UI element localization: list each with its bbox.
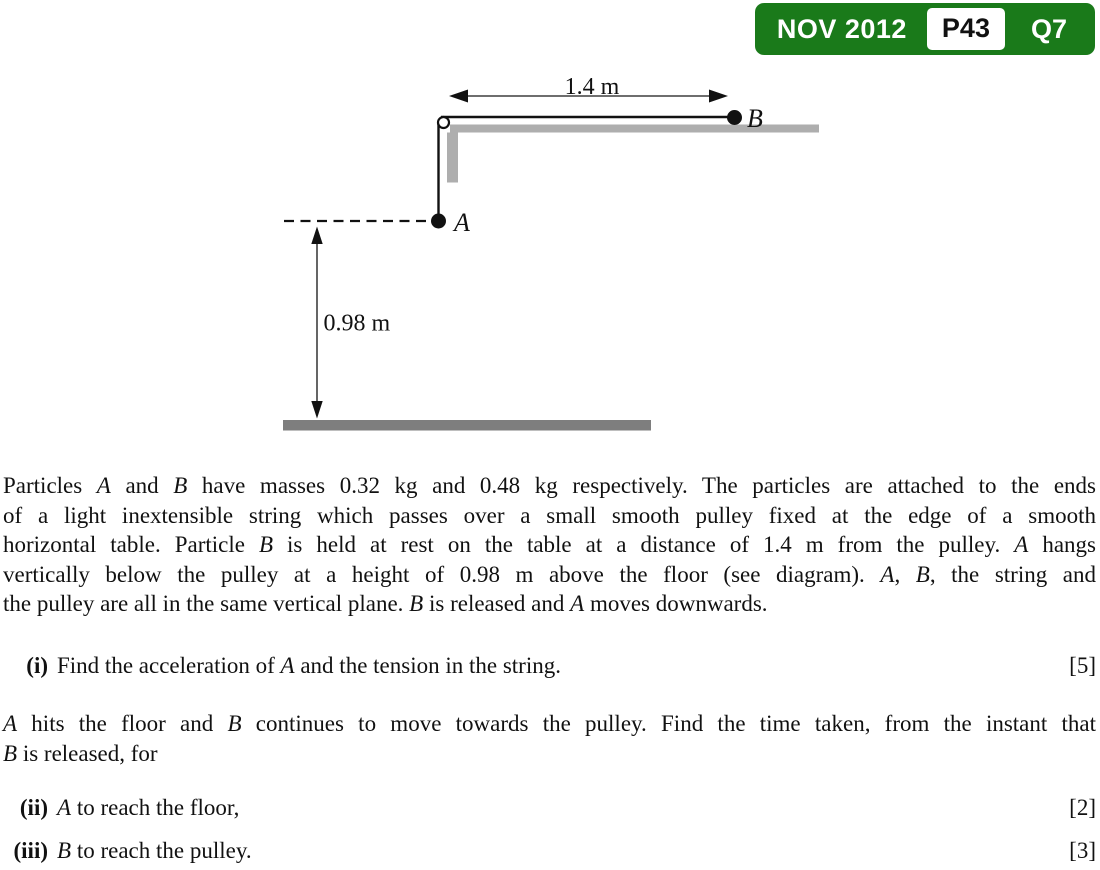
- problem-line-1: Particles A and B have masses 0.32 kg and 0.48 kg respectively. The particles are attached to the ends: [3, 473, 1096, 498]
- part-ii-label: (ii): [19, 795, 48, 820]
- distance-arrowhead-left-icon: [449, 90, 468, 103]
- height-label: 0.98 m: [323, 310, 391, 337]
- part-iii-marks: [3]: [1069, 838, 1096, 863]
- floor-bar: [283, 420, 651, 431]
- question-badge: [755, 3, 1095, 55]
- part-i-label: (i): [26, 653, 48, 678]
- interlude-paragraph: [3, 709, 1096, 768]
- part-iii-text: B to reach the pulley.: [57, 838, 252, 863]
- part-i-row: [0, 651, 1096, 681]
- particle-a-label: A: [454, 208, 470, 237]
- table-edge: [447, 133, 458, 183]
- interlude-line-1: A hits the floor and B continues to move towards the pulley. Find the time taken, from the instant that: [3, 711, 1097, 736]
- particle-a-dot: [431, 214, 446, 229]
- part-ii-text: A to reach the floor,: [57, 795, 240, 820]
- problem-statement: [3, 471, 1096, 619]
- pulley-icon: [438, 117, 449, 128]
- problem-line-2: of a light inextensible string which passes over a small smooth pulley fixed at the edge of a smooth: [3, 502, 1096, 528]
- height-arrowhead-down-icon: [311, 401, 322, 419]
- problem-line-4: vertically below the pulley at a height of 0.98 m above the floor (see diagram). A, B, the string and: [3, 561, 1096, 587]
- part-ii-marks: [2]: [1069, 795, 1096, 820]
- particle-b-label: B: [747, 104, 763, 133]
- problem-line-5: the pulley are all in the same vertical plane. B is released and A moves downwards.: [3, 591, 768, 617]
- part-i-marks: [5]: [1069, 653, 1096, 678]
- badge-paper-label: P43: [927, 8, 1005, 50]
- distance-label: 1.4 m: [564, 74, 620, 100]
- part-iii-row: [0, 836, 1096, 866]
- badge-question-label: Q7: [1030, 13, 1067, 44]
- part-i-text: Find the acceleration of A and the tension in the string.: [57, 653, 561, 678]
- height-arrowhead-up-icon: [311, 227, 322, 245]
- badge-session-label: NOV 2012: [776, 13, 907, 44]
- particle-b-dot: [727, 110, 742, 125]
- table-surface: [450, 125, 819, 133]
- part-ii-row: [0, 793, 1096, 823]
- distance-arrowhead-right-icon: [709, 90, 728, 103]
- part-iii-label: (iii): [13, 838, 48, 863]
- problem-line-3: horizontal table. Particle B is held at rest on the table at a distance of 1.4 m from the pulley. A hangs: [3, 532, 1096, 558]
- interlude-line-2: B is released, for: [3, 740, 158, 766]
